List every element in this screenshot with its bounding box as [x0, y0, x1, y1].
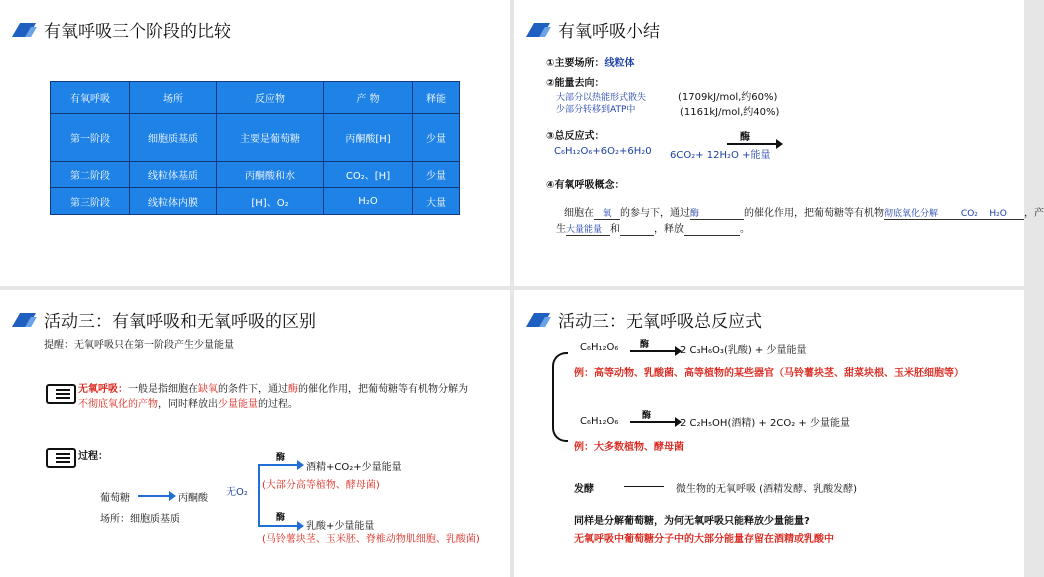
concept-line-2: 生大量能量 和 ，释放 。 [556, 224, 750, 235]
table-cell: 第一阶段 [51, 114, 130, 162]
equation1-example: 例：高等动物、乳酸菌、高等植物的某些器官（马铃薯块茎、甜菜块根、玉米胚细胞等） [574, 368, 964, 379]
table-cell: [H]、O₂ [217, 188, 324, 215]
equation1-right: 2 C₃H₆O₃(乳酸) + 少量能量 [680, 345, 807, 356]
lactic-example: (马铃薯块茎、玉米胚、脊椎动物肌细胞、乳酸菌) [262, 534, 480, 545]
equation-left: C₆H₁₂O₆+6O₂+6H₂0 [554, 146, 652, 157]
branch-arrow-icon [258, 525, 298, 527]
blank-empty [684, 224, 740, 236]
atp-value: (1161kJ/mol,约40%) [680, 107, 780, 118]
definition-line-2: 不彻底氧化的产物，同时释放出少量能量的过程。 [78, 399, 298, 410]
answer-text: 无氧呼吸中葡萄糖分子中的大部分能量存留在酒精或乳酸中 [574, 534, 834, 545]
process-arrow-icon [138, 495, 170, 497]
table-cell: 线粒体基质 [130, 162, 217, 188]
slide-aerobic-stages [0, 0, 510, 286]
equation-label: ③总反应式： [546, 131, 605, 142]
equation1-left: C₆H₁₂O₆ [580, 342, 619, 353]
enzyme-label: 酶 [740, 132, 750, 143]
glucose-label: 葡萄糖 [100, 493, 130, 504]
table-cell: 丙酮酸和水 [217, 162, 324, 188]
table-row [51, 114, 460, 162]
title-marker-icon [16, 313, 36, 327]
fermentation-definition: 微生物的无氧呼吸 (酒精发酵、乳酸发酵) [676, 484, 857, 495]
blank-decompose: 彻底氧化分解 CO₂ H₂O [884, 206, 1024, 220]
reaction-arrow-icon [630, 421, 676, 423]
concept-line-1: 细胞在 氧 的参与下，通过酶 的催化作用，把葡萄糖等有机物彻底氧化分解 CO₂ H₂O ，产 [564, 208, 1044, 219]
title-marker-icon [16, 23, 36, 37]
title-marker-icon [530, 23, 550, 37]
pyruvate-label: 丙酮酸 [178, 493, 208, 504]
enzyme-label: 酶 [276, 453, 286, 463]
lactic-product: 乳酸+少量能量 [306, 521, 375, 532]
header-cell: 产 物 [324, 82, 413, 114]
reaction-arrow-icon [630, 350, 676, 352]
equation-right: 6CO₂+ 12H₂O +能量 [670, 150, 771, 161]
slide-title: 有氧呼吸三个阶段的比较 [16, 17, 231, 42]
dash-line [624, 486, 664, 487]
stage-comparison-table [50, 81, 460, 215]
alcohol-product: 酒精+CO₂+少量能量 [306, 462, 402, 473]
slide-title: 活动三：有氧呼吸和无氧呼吸的区别 [16, 307, 316, 332]
enzyme-label: 酶 [642, 411, 652, 421]
table-cell: 丙酮酸[H] [324, 114, 413, 162]
concept-label: ④有氧呼吸概念： [546, 180, 625, 191]
blank-empty [620, 224, 654, 236]
table-row [51, 162, 460, 188]
heat-text: 大部分以热能形式散失 [556, 93, 647, 103]
slide-aerobic-vs-anaerobic [0, 290, 510, 577]
table-cell: 少量 [413, 114, 460, 162]
fermentation-term: 发酵 [574, 484, 594, 495]
enzyme-label: 酶 [640, 340, 650, 350]
branch-arrow-icon [258, 464, 298, 466]
table-cell: 第三阶段 [51, 188, 130, 215]
process-label: 过程： [78, 451, 108, 462]
slide-title: 有氧呼吸小结 [530, 17, 660, 42]
blank-energy: 大量能量 [566, 222, 610, 236]
header-cell: 释能 [413, 82, 460, 114]
alcohol-example: (大部分高等植物、酵母菌) [262, 480, 380, 491]
header-cell: 反应物 [217, 82, 324, 114]
enzyme-label: 酶 [276, 513, 286, 523]
definition-line-1: 无氧呼吸：一般是指细胞在缺氧的条件下，通过酶的催化作用，把葡萄糖等有机物分解为 [78, 384, 468, 395]
table-cell: 主要是葡萄糖 [217, 114, 324, 162]
table-cell: 大量 [413, 188, 460, 215]
no-oxygen-label: 无O₂ [226, 487, 248, 498]
title-marker-icon [530, 313, 550, 327]
table-cell: 线粒体内膜 [130, 188, 217, 215]
header-cell: 有氧呼吸 [51, 82, 130, 114]
reaction-arrow-icon [727, 143, 777, 145]
atp-text: 少部分转移到ATP中 [556, 105, 636, 115]
slide-title: 活动三：无氧呼吸总反应式 [530, 307, 762, 332]
main-site-line: ①主要场所：线粒体 [546, 58, 635, 69]
hint-text: 提醒：无氧呼吸只在第一阶段产生少量能量 [44, 340, 234, 351]
equation2-example: 例：大多数植物、酵母菌 [574, 442, 684, 453]
question-text: 同样是分解葡萄糖，为何无氧呼吸只能释放少量能量? [574, 516, 810, 527]
pointing-hand-icon [46, 448, 76, 468]
table-row [51, 188, 460, 215]
equation2-right: 2 C₂H₅OH(酒精) + 2CO₂ + 少量能量 [680, 418, 850, 429]
header-cell: 场所 [130, 82, 217, 114]
slide-anaerobic-equations [514, 290, 1024, 577]
table-header-row [51, 82, 460, 114]
table-cell: 细胞质基质 [130, 114, 217, 162]
pointing-hand-icon [46, 384, 76, 404]
slide-aerobic-summary [514, 0, 1044, 286]
blank-enzyme: 酶 [690, 206, 744, 220]
site-label: 场所：细胞质基质 [100, 514, 180, 525]
table-cell: 第二阶段 [51, 162, 130, 188]
branch-line [258, 464, 260, 526]
table-cell: CO₂、[H] [324, 162, 413, 188]
heat-value: (1709kJ/mol,约60%) [678, 92, 778, 103]
table-cell: H₂O [324, 188, 413, 215]
brace-icon [552, 352, 568, 442]
table-cell: 少量 [413, 162, 460, 188]
energy-label: ②能量去向： [546, 78, 605, 89]
blank-oxygen: 氧 [594, 206, 620, 220]
equation2-left: C₆H₁₂O₆ [580, 416, 619, 427]
